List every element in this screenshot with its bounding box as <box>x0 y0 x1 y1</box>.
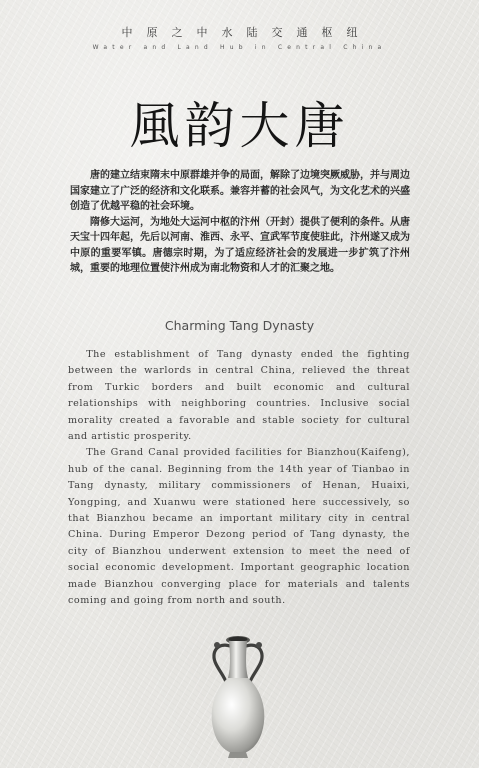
page-title: 風韵大唐 <box>129 97 350 155</box>
vase-icon <box>200 632 276 760</box>
header-english-title: Water and Land Hub in Central China <box>92 44 387 51</box>
chinese-body <box>70 168 410 277</box>
english-paragraph-1: The establishment of Tang dynasty ended the fighting between the warlords in central China, relieved the threat from Turkic borders and built economic and cultural relationships with neighboring countries. Inclusive social morality created a favorable and stable society for cultural and artistic prosperity. <box>68 349 410 443</box>
header-chinese-title: 中原之中水陆交通枢纽 <box>121 26 372 39</box>
english-paragraph-2: The Grand Canal provided facilities for Bianzhou(Kaifeng), hub of the canal. Beginning from the 14th year of Tianbao in Tang dynasty, military commissioners of Henan, Huaixi, Yongping, and Xuanwu were stationed here successively, so that Bianzhou became an important military city in central China. During Emperor Dezong period of Tang dynasty, the city of Bianzhou underwent extension to meet the need of social economic development. Important geographic location made Bianzhou converging place for materials and talents coming and going from north and south. <box>68 447 410 607</box>
english-body <box>68 347 410 610</box>
english-heading: Charming Tang Dynasty <box>164 318 315 333</box>
chinese-paragraph-2: 隋修大运河，为地处大运河中枢的汴州（开封）提供了便利的条件。从唐天宝十四年起，先后以河南、淮西、永平、宣武军节度使驻此，汴州遂又成为中原的重要军镇。唐德宗时期，为了适应经济社会的发展进一步扩筑了汴州城，重要的地理位置使汴州成为南北物资和人才的汇聚之地。 <box>70 216 410 274</box>
chinese-paragraph-1: 唐的建立结束隋末中原群雄并争的局面，解除了边境突厥威胁，并与周边国家建立了广泛的经济和文化联系。兼容并蓄的社会风气，为文化艺术的兴盛创造了优越平稳的社会环境。 <box>70 170 410 212</box>
